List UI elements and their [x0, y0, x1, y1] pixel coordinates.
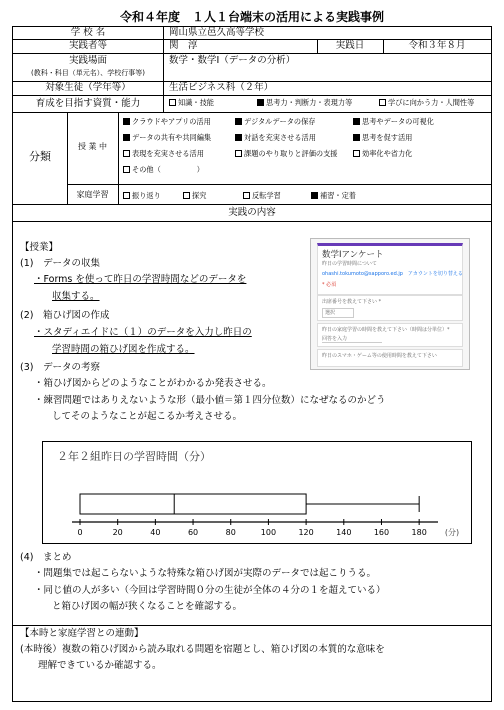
checkbox-option[interactable]	[123, 191, 161, 201]
checkbox-label: クラウドやアプリの活用	[132, 117, 211, 126]
school-label: 学 校 名	[70, 27, 106, 38]
home-link-line1: (本時後）複数の箱ひげ図から読み取れる問題を宿題とし、箱ひげ図の本質的な意味を	[20, 644, 385, 655]
step1-line1: ・Forms を使って昨日の学習時間などのデータを	[34, 274, 247, 285]
checkbox-option[interactable]	[123, 133, 211, 143]
checked-box-icon[interactable]	[353, 118, 360, 125]
forms-screenshot	[310, 238, 470, 370]
form-desc: 昨日の学習時間について	[322, 261, 377, 267]
unchecked-box-icon[interactable]	[183, 192, 190, 199]
step4-line3: と箱ひげ図の幅が狭くなることを確認する。	[52, 601, 243, 612]
x-tick-label: 40	[150, 528, 161, 537]
form-q1-select[interactable]: 選択	[322, 308, 354, 318]
form-q3: 昨日のスマホ・ゲーム等の使用時間を教えて下さい	[322, 353, 437, 359]
person-label: 実践者等	[68, 40, 107, 51]
checkbox-label: 思考やデータの可視化	[362, 117, 434, 126]
checkbox-option[interactable]	[353, 149, 412, 159]
unchecked-box-icon[interactable]	[123, 192, 130, 199]
checked-box-icon[interactable]	[353, 134, 360, 141]
checked-box-icon[interactable]	[311, 192, 318, 199]
x-tick-label: 20	[112, 528, 123, 537]
step2-line1: ・スタディエイドに（１）のデータを入力し昨日の	[34, 327, 252, 338]
checkbox-label: 対話を充実させる活用	[244, 133, 316, 142]
home-link-line2: 理解できているか確認する。	[38, 660, 162, 671]
checkbox-label: 振り返り	[132, 191, 161, 200]
checkbox-option[interactable]	[353, 117, 434, 127]
scene-label: 実践場面	[68, 55, 107, 66]
form-q2-input[interactable]: 回答を入力	[322, 336, 382, 343]
checkbox-label: 補習・定着	[320, 191, 356, 200]
step3-line3: してそのようなことが起こるか考えさせる。	[52, 411, 243, 422]
x-tick-label: 60	[187, 528, 199, 537]
unchecked-box-icon[interactable]	[123, 150, 130, 157]
form-required: * 必須	[322, 282, 337, 288]
unchecked-box-icon[interactable]	[353, 150, 360, 157]
checkbox-option[interactable]	[379, 98, 474, 108]
checkbox-label: 知識・技能	[178, 98, 214, 107]
unchecked-box-icon[interactable]	[235, 150, 242, 157]
chart-title: ２年２組昨日の学習時間（分）	[57, 450, 211, 463]
checked-box-icon[interactable]	[257, 99, 264, 106]
form-title: 数学Ⅰアンケート	[322, 250, 384, 260]
unchecked-box-icon[interactable]	[123, 166, 130, 173]
step4-line2: ・同じ値の人が多い（今回は学習時間０分の生徒が全体の４分の１を超えている）	[34, 585, 386, 596]
checkbox-label: 効率化や省力化	[362, 149, 413, 158]
checkbox-label: 課題のやり取りと評価の支援	[244, 149, 338, 158]
checkbox-option[interactable]	[183, 191, 206, 201]
form-account: ohashi.tokumoto@sapporo.ed.jp アカウントを切り替える	[322, 271, 463, 277]
checkbox-option[interactable]	[123, 165, 204, 175]
date-label: 実践日	[335, 40, 365, 51]
x-tick-label: 140	[336, 528, 352, 537]
target-value: 生活ビジネス科（２年）	[169, 82, 274, 93]
checkbox-option[interactable]	[353, 133, 412, 143]
checkbox-option[interactable]	[311, 191, 356, 201]
checkbox-option[interactable]	[257, 98, 352, 108]
checkbox-option[interactable]	[243, 191, 281, 201]
step1-line2: 収集する。	[52, 291, 100, 302]
checkbox-option[interactable]	[235, 149, 337, 159]
checkbox-label: 表現を充実させる活用	[132, 149, 204, 158]
checkbox-label: 学びに向かう力・人間性等	[388, 98, 475, 107]
checked-box-icon[interactable]	[123, 118, 130, 125]
school-name: 岡山県立邑久高等学校	[169, 27, 265, 38]
unchecked-box-icon[interactable]	[379, 99, 386, 106]
step2-heading: (2) 箱ひげ図の作成	[20, 310, 110, 321]
checkbox-label: データの共有や共同編集	[132, 133, 212, 142]
x-tick-label: 0	[77, 528, 83, 537]
box-iqr	[80, 494, 306, 514]
home-link-heading: 【本時と家庭学習との連動】	[20, 628, 144, 639]
checkbox-option[interactable]	[235, 117, 315, 127]
target-label: 対象生徒（学年等）	[45, 82, 131, 93]
person-name: 関 淳	[169, 40, 198, 51]
checked-box-icon[interactable]	[123, 134, 130, 141]
ability-label: 育成を目指す資質・能力	[35, 98, 141, 109]
step2-line2: 学習時間の箱ひげ図を作成する。	[52, 344, 195, 355]
checkbox-label: 反転学習	[252, 191, 281, 200]
home-study-label: 家庭学習	[76, 190, 109, 199]
form-q1: 出席番号を教えて下さい *	[322, 299, 382, 305]
content-title: 実践の内容	[228, 207, 276, 218]
lesson-heading: 【授業】	[20, 242, 59, 253]
step1-heading: (1) データの収集	[20, 258, 100, 269]
checkbox-option[interactable]	[123, 117, 211, 127]
classification-label: 分類	[29, 150, 51, 163]
step4-line1: ・問題集では起こらないような特殊な箱ひげ図が実際のデータでは起こりうる。	[34, 568, 377, 579]
scene-value: 数学・数学Ⅰ（データの分析）	[169, 55, 296, 66]
x-tick-label: 180	[411, 528, 427, 537]
unchecked-box-icon[interactable]	[243, 192, 250, 199]
x-unit-label: (分)	[444, 528, 460, 537]
x-tick-label: 160	[373, 528, 390, 537]
boxplot-svg	[43, 442, 471, 543]
checked-box-icon[interactable]	[235, 134, 242, 141]
date-value: 令和３年８月	[408, 40, 466, 51]
boxplot-chart	[42, 441, 472, 544]
checked-box-icon[interactable]	[235, 118, 242, 125]
checkbox-label: 探究	[192, 191, 207, 200]
checkbox-option[interactable]	[235, 133, 316, 143]
checkbox-option[interactable]	[169, 98, 214, 108]
in-class-label: 授 業 中	[77, 142, 108, 151]
step3-line2: ・練習問題ではありえないような形（最小値＝第１四分位数）になぜなるのかどう	[34, 395, 386, 406]
x-tick-label: 100	[260, 528, 277, 537]
step3-heading: (3) データの考察	[20, 362, 100, 373]
checkbox-option[interactable]	[123, 149, 204, 159]
checkbox-label: 思考を促す活用	[362, 133, 413, 142]
checkbox-label: デジタルデータの保存	[244, 117, 316, 126]
checkbox-label: 思考力・判断力・表現力等	[266, 98, 353, 107]
page-title: 令和４年度 １人１台端末の活用による実践事例	[119, 10, 384, 24]
scene-sublabel: (教科・科目（単元名）、学校行事等)	[31, 69, 145, 77]
step4-heading: (4) まとめ	[20, 552, 72, 563]
form-q2: 昨日の家庭学習の時間を教えて下さい（時間は分単位）*	[322, 327, 450, 333]
checkbox-label: その他（ ）	[132, 165, 204, 174]
unchecked-box-icon[interactable]	[169, 99, 176, 106]
x-tick-label: 120	[298, 528, 314, 537]
step3-line1: ・箱ひげ図からどのようなことがわかるか発表させる。	[34, 378, 272, 389]
x-tick-label: 80	[225, 528, 236, 537]
